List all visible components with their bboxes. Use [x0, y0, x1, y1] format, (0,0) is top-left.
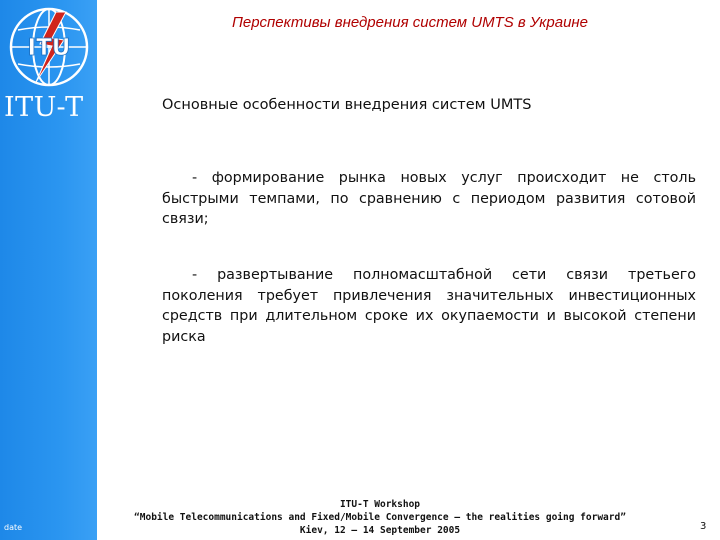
itu-logo-icon [6, 4, 92, 90]
section-heading: Основные особенности внедрения систем UMTS [162, 97, 532, 113]
bullet-item: - развертывание полномасштабной сети связи третьего поколения требует привлечения значительных инвестиционных средств при длительном сроке их окупаемости и высокой степени риска [162, 267, 696, 345]
date-label: date [4, 523, 23, 532]
logo-text: ITU [27, 35, 71, 61]
sidebar [0, 0, 97, 540]
footer [100, 498, 660, 537]
slide-title: Перспективы внедрения систем UMTS в Украине [231, 14, 589, 31]
footer-subtitle: “Mobile Telecommunications and Fixed/Mobile Convergence – the realities going forward” [134, 512, 626, 523]
footer-location-date: Kiev, 12 – 14 September 2005 [299, 525, 461, 536]
footer-workshop: ITU-T Workshop [339, 499, 421, 510]
bullet-item: - формирование рынка новых услуг происходит не столь быстрыми темпами, по сравнению с периодом развития сотовой связи; [162, 170, 696, 227]
org-label: ITU-T [4, 92, 84, 123]
page-number: 3 [700, 521, 707, 532]
